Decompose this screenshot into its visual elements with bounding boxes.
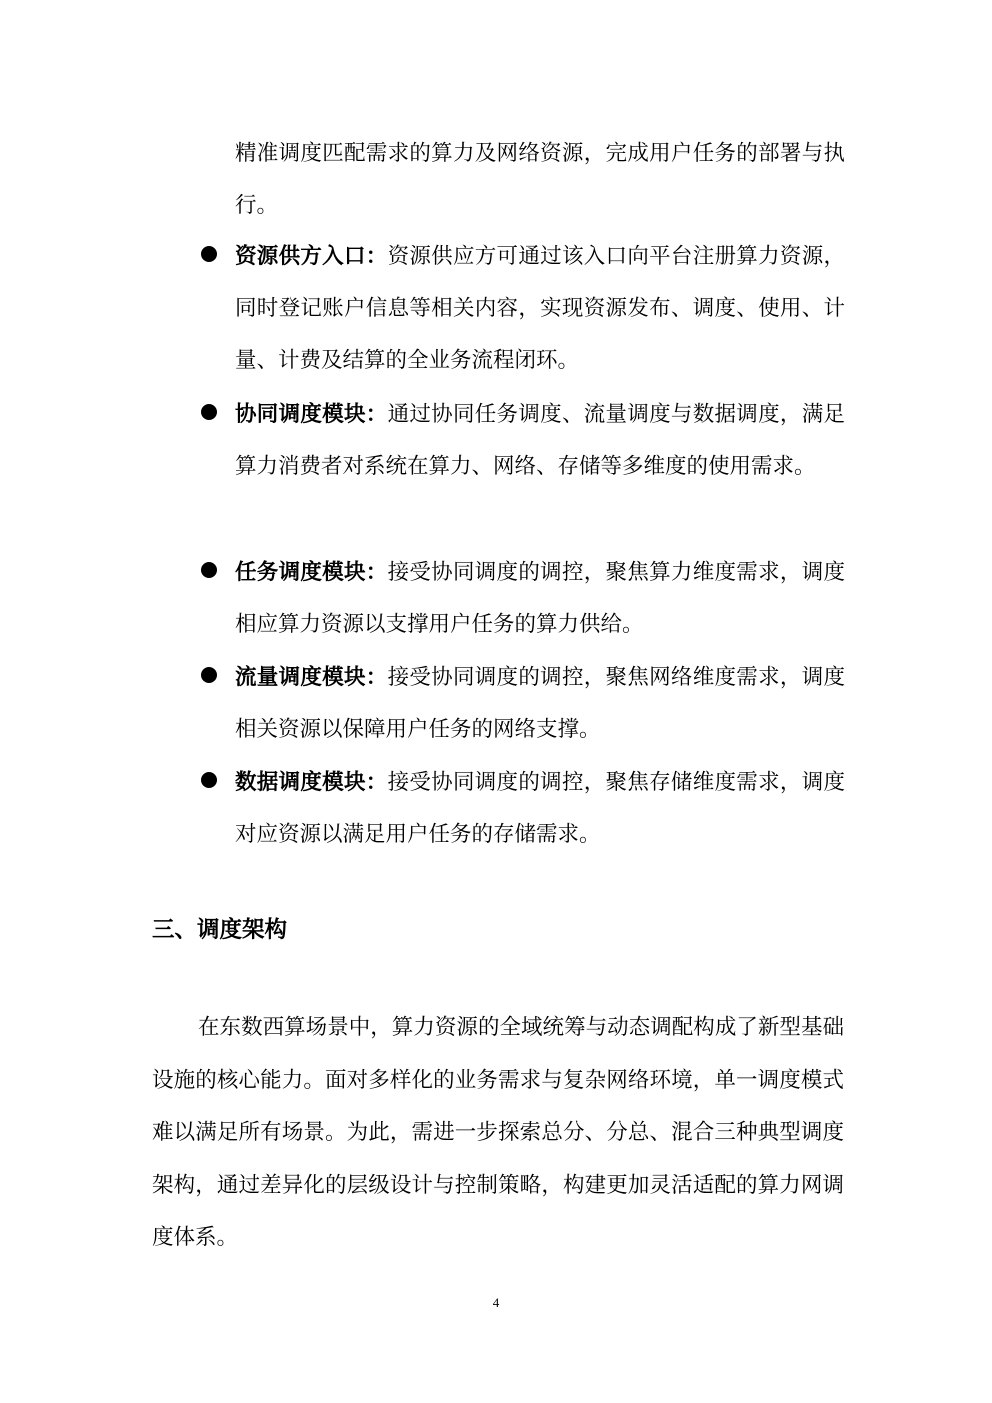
- bullet-item-text: [235, 547, 845, 651]
- bullet-term: 任务调度模块：: [235, 560, 388, 585]
- page-number: 4: [492, 1295, 500, 1310]
- bullet-item-text: [235, 231, 845, 387]
- bullet-term: 数据调度模块：: [235, 770, 388, 795]
- bullet-dot-icon: [201, 562, 217, 578]
- bullet-term: 资源供方入口：: [235, 244, 388, 269]
- bullet-dot-icon: [201, 667, 217, 683]
- bullet-term: 协同调度模块：: [235, 402, 388, 427]
- body-paragraph: 在东数西算场景中，算力资源的全域统筹与动态调配构成了新型基础设施的核心能力。面对多样化的业务需求与复杂网络环境，单一调度模式难以满足所有场景。为此，需进一步探索总分、分总、混合三种典型调度架构，通过差异化的层级设计与控制策略，构建更加灵活适配的算力网调度体系。: [152, 1015, 844, 1250]
- bullet-description: 接受协同调度的调控，聚焦存储维度需求，调度对应资源以满足用户任务的存储需求。: [235, 770, 845, 847]
- bullet-term: 流量调度模块：: [235, 665, 388, 690]
- bullet-description: 资源供应方可通过该入口向平台注册算力资源，同时登记账户信息等相关内容，实现资源发布、调度、使用、计量、计费及结算的全业务流程闭环。: [235, 244, 845, 373]
- section-heading: 三、调度架构: [152, 917, 288, 943]
- bullet-description: 接受协同调度的调控，聚焦算力维度需求，调度相应算力资源以支撑用户任务的算力供给。: [235, 560, 845, 637]
- bullet-dot-icon: [201, 246, 217, 262]
- bullet-description: 接受协同调度的调控，聚焦网络维度需求，调度相关资源以保障用户任务的网络支撑。: [235, 665, 845, 742]
- bullet-item-text: [235, 652, 845, 756]
- bullet-dot-icon: [201, 404, 217, 420]
- bullet-description: 通过协同任务调度、流量调度与数据调度，满足算力消费者对系统在算力、网络、存储等多维度的使用需求。: [235, 402, 845, 479]
- continued-text: 精准调度匹配需求的算力及网络资源，完成用户任务的部署与执行。: [235, 141, 845, 218]
- bullet-dot-icon: [201, 772, 217, 788]
- bullet-item-text: [235, 389, 845, 493]
- bullet-item-text: [235, 757, 845, 861]
